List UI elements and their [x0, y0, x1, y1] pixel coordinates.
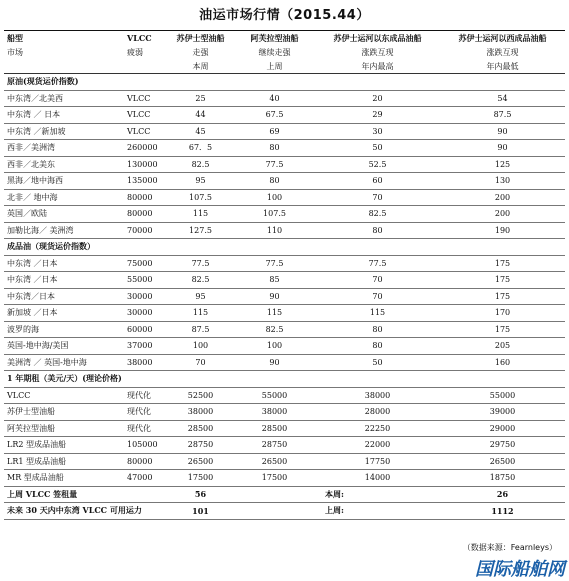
watermark-logo: [475, 555, 565, 581]
table-row: [4, 354, 565, 371]
table-cell: 110: [234, 222, 315, 239]
table-cell: 52500: [167, 387, 234, 404]
table-cell: [234, 503, 315, 520]
table-cell: 本周: [167, 59, 234, 74]
table-cell: [117, 486, 167, 503]
table-row: [4, 206, 565, 223]
table-cell: 67.5: [234, 107, 315, 124]
table-cell: 90: [234, 288, 315, 305]
table-cell: 200: [440, 189, 565, 206]
table-cell: 115: [167, 206, 234, 223]
table-cell: 107.5: [167, 189, 234, 206]
table-cell: 17500: [167, 470, 234, 487]
table-cell: 52.5: [315, 156, 440, 173]
table-cell: 新加坡 ／日本: [4, 305, 117, 322]
table-cell: 阿芙拉型油船: [234, 31, 315, 46]
table-cell: 加勒比海／ 美洲湾: [4, 222, 117, 239]
table-cell: 90: [440, 140, 565, 157]
section-heading-label: 成品油（现货运价指数）: [4, 239, 565, 256]
table-row: [4, 420, 565, 437]
table-cell: 50: [315, 140, 440, 157]
table-cell: 130000: [117, 156, 167, 173]
table-cell: 26500: [440, 453, 565, 470]
table-cell: 190: [440, 222, 565, 239]
table-cell: 涨跌互现: [361, 47, 394, 57]
table-cell: 101: [167, 503, 234, 520]
tanker-market-table: [4, 30, 565, 520]
table-cell: 175: [440, 272, 565, 289]
table-cell: VLCC: [4, 387, 117, 404]
table-cell: 英国／欧陆: [4, 206, 117, 223]
section-heading: [4, 239, 565, 256]
table-row: [4, 404, 565, 421]
summary-row: [4, 503, 565, 520]
table-cell: 70: [315, 272, 440, 289]
table-cell: 28500: [234, 420, 315, 437]
table-cell: 上周 VLCC 签租量: [4, 486, 117, 503]
table-cell: 继续走强: [258, 47, 291, 57]
table-cell: 苏伊士运河以西成品油船: [440, 31, 565, 46]
table-cell: [4, 59, 117, 74]
table-cell: 56: [167, 486, 234, 503]
table-row: [4, 123, 565, 140]
table-cell: 82.5: [167, 156, 234, 173]
table-cell: 87.5: [167, 321, 234, 338]
table-cell: 100: [234, 189, 315, 206]
table-cell: 1112: [440, 503, 565, 520]
table-cell: 115: [315, 305, 440, 322]
table-cell: 54: [440, 90, 565, 107]
watermark-text: 国际船舶网: [475, 559, 565, 580]
table-cell: 130: [440, 173, 565, 190]
table-row: [4, 189, 565, 206]
table-cell: 14000: [315, 470, 440, 487]
table-cell: 船型: [4, 31, 117, 46]
table-cell: 60000: [117, 321, 167, 338]
table-cell: 本周:: [315, 486, 440, 503]
table-cell: 28750: [234, 437, 315, 454]
table-cell: 上周: [234, 59, 315, 74]
table-cell: 28500: [167, 420, 234, 437]
table-cell: 年内最低: [440, 59, 565, 74]
table-cell: 苏伊士型油船: [4, 404, 117, 421]
table-cell: 100: [167, 338, 234, 355]
table-row: [4, 338, 565, 355]
table-cell: 20: [315, 90, 440, 107]
table-cell: 28750: [167, 437, 234, 454]
table-cell: 77.5: [167, 255, 234, 272]
table-row: [4, 140, 565, 157]
table-row: [4, 470, 565, 487]
table-cell: VLCC: [117, 123, 167, 140]
table-cell: 70: [315, 189, 440, 206]
table-cell: 95: [167, 173, 234, 190]
table-cell: 中东湾 ／日本: [4, 272, 117, 289]
table-cell: 市场: [7, 47, 23, 57]
table-cell: 年内最高: [315, 59, 440, 74]
table-cell: 95: [167, 288, 234, 305]
table-cell: 38000: [167, 404, 234, 421]
table-cell: 现代化: [117, 387, 167, 404]
table-cell: 26500: [234, 453, 315, 470]
section-heading: [4, 371, 565, 388]
table-cell: 82.5: [167, 272, 234, 289]
table-cell: 205: [440, 338, 565, 355]
table-cell: 涨跌互现: [486, 47, 519, 57]
header-row-period: [4, 59, 565, 74]
table-cell: 175: [440, 288, 565, 305]
table-cell: 38000: [315, 387, 440, 404]
table-cell: [234, 486, 315, 503]
data-source-note: （数据来源：Fearnleys）: [462, 543, 557, 552]
table-cell: 55000: [440, 387, 565, 404]
table-cell: 黑海／地中海西: [4, 173, 117, 190]
section-heading-label: 原油(现货运价指数): [4, 74, 565, 91]
table-cell: 现代化: [117, 420, 167, 437]
table-cell: 47000: [117, 470, 167, 487]
table-cell: 38000: [117, 354, 167, 371]
table-cell: 37000: [117, 338, 167, 355]
table-cell: 美洲湾 ／ 英国-地中海: [4, 354, 117, 371]
table-row: [4, 107, 565, 124]
page-title: 油运市场行情（2015.44）: [199, 8, 370, 23]
table-cell: 26500: [167, 453, 234, 470]
table-cell: 走强: [192, 47, 209, 57]
table-cell: 115: [234, 305, 315, 322]
table-cell: 22000: [315, 437, 440, 454]
summary-row: [4, 486, 565, 503]
table-cell: 17750: [315, 453, 440, 470]
table-cell: 175: [440, 321, 565, 338]
table-cell: 200: [440, 206, 565, 223]
table-cell: 60: [315, 173, 440, 190]
table-cell: 70: [167, 354, 234, 371]
table-row: [4, 305, 565, 322]
table-cell: 80: [315, 321, 440, 338]
table-row: [4, 387, 565, 404]
table-cell: LR2 型成品油船: [4, 437, 117, 454]
table-cell: 波罗的海: [4, 321, 117, 338]
table-cell: 22250: [315, 420, 440, 437]
table-cell: 90: [440, 123, 565, 140]
table-cell: 107.5: [234, 206, 315, 223]
table-cell: 中东湾／日本: [4, 288, 117, 305]
table-cell: 29000: [440, 420, 565, 437]
table-cell: 44: [167, 107, 234, 124]
table-cell: 45: [167, 123, 234, 140]
table-cell: 25: [167, 90, 234, 107]
table-cell: 87.5: [440, 107, 565, 124]
table-cell: 苏伊士运河以东成品油船: [315, 31, 440, 46]
table-cell: 80: [315, 222, 440, 239]
table-cell: 30: [315, 123, 440, 140]
table-cell: 西非／北美东: [4, 156, 117, 173]
table-cell: 80000: [117, 206, 167, 223]
table-cell: 90: [234, 354, 315, 371]
table-cell: LR1 型成品油船: [4, 453, 117, 470]
table-cell: 上周:: [315, 503, 440, 520]
table-cell: 18750: [440, 470, 565, 487]
table-cell: 中东湾 ／新加坡: [4, 123, 117, 140]
table-cell: 17500: [234, 470, 315, 487]
table-cell: 阿芙拉型油船: [4, 420, 117, 437]
table-row: [4, 90, 565, 107]
table-cell: 疲弱: [127, 47, 143, 57]
table-row: [4, 173, 565, 190]
table-cell: 125: [440, 156, 565, 173]
table-row: [4, 156, 565, 173]
table-cell: 55000: [234, 387, 315, 404]
table-cell: 30000: [117, 288, 167, 305]
table-cell: 55000: [117, 272, 167, 289]
table-cell: 69: [234, 123, 315, 140]
table-cell: 28000: [315, 404, 440, 421]
table-cell: VLCC: [117, 90, 167, 107]
table-cell: [117, 59, 167, 74]
table-cell: 82.5: [234, 321, 315, 338]
table-cell: 82.5: [315, 206, 440, 223]
table-cell: 77.5: [234, 156, 315, 173]
table-cell: 中东湾／北美西: [4, 90, 117, 107]
table-cell: 39000: [440, 404, 565, 421]
table-cell: 75000: [117, 255, 167, 272]
table-cell: 26: [440, 486, 565, 503]
header-row-market: [4, 45, 565, 59]
table-cell: 50: [315, 354, 440, 371]
table-cell: 135000: [117, 173, 167, 190]
table-cell: 29: [315, 107, 440, 124]
table-cell: 38000: [234, 404, 315, 421]
table-cell: 未来 30 天内中东湾 VLCC 可用运力: [4, 503, 117, 520]
table-cell: 北非／ 地中海: [4, 189, 117, 206]
table-cell: 170: [440, 305, 565, 322]
table-cell: 80: [315, 338, 440, 355]
table-cell: 80000: [117, 189, 167, 206]
table-cell: 115: [167, 305, 234, 322]
table-row: [4, 288, 565, 305]
table-cell: 苏伊士型油船: [167, 31, 234, 46]
table-cell: 80: [234, 140, 315, 157]
table-cell: 40: [234, 90, 315, 107]
table-cell: 77.5: [234, 255, 315, 272]
table-row: [4, 321, 565, 338]
table-row: [4, 255, 565, 272]
table-cell: 175: [440, 255, 565, 272]
table-cell: 100: [234, 338, 315, 355]
table-cell: 127.5: [167, 222, 234, 239]
table-cell: 29750: [440, 437, 565, 454]
table-cell: 77.5: [315, 255, 440, 272]
table-cell: 80000: [117, 453, 167, 470]
table-cell: 中东湾 ／日本: [4, 255, 117, 272]
table-cell: 西非／美洲湾: [4, 140, 117, 157]
table-cell: VLCC: [117, 107, 167, 124]
table-row: [4, 437, 565, 454]
table-cell: 70000: [117, 222, 167, 239]
table-cell: 现代化: [117, 404, 167, 421]
table-cell: 85: [234, 272, 315, 289]
table-cell: 67．5: [167, 140, 234, 157]
table-cell: 80: [234, 173, 315, 190]
table-row: [4, 453, 565, 470]
table-row: [4, 222, 565, 239]
table-cell: 30000: [117, 305, 167, 322]
table-cell: MR 型成品油船: [4, 470, 117, 487]
table-cell: 260000: [117, 140, 167, 157]
table-cell: 中东湾 ／ 日本: [4, 107, 117, 124]
table-cell: VLCC: [117, 31, 167, 46]
table-cell: 105000: [117, 437, 167, 454]
table-row: [4, 272, 565, 289]
table-cell: 英国-地中海/美国: [4, 338, 117, 355]
header-row-ship-type: [4, 31, 565, 46]
section-heading: [4, 74, 565, 91]
table-cell: 160: [440, 354, 565, 371]
table-cell: 70: [315, 288, 440, 305]
section-heading-label: 1 年期租（美元/天）(理论价格): [4, 371, 565, 388]
